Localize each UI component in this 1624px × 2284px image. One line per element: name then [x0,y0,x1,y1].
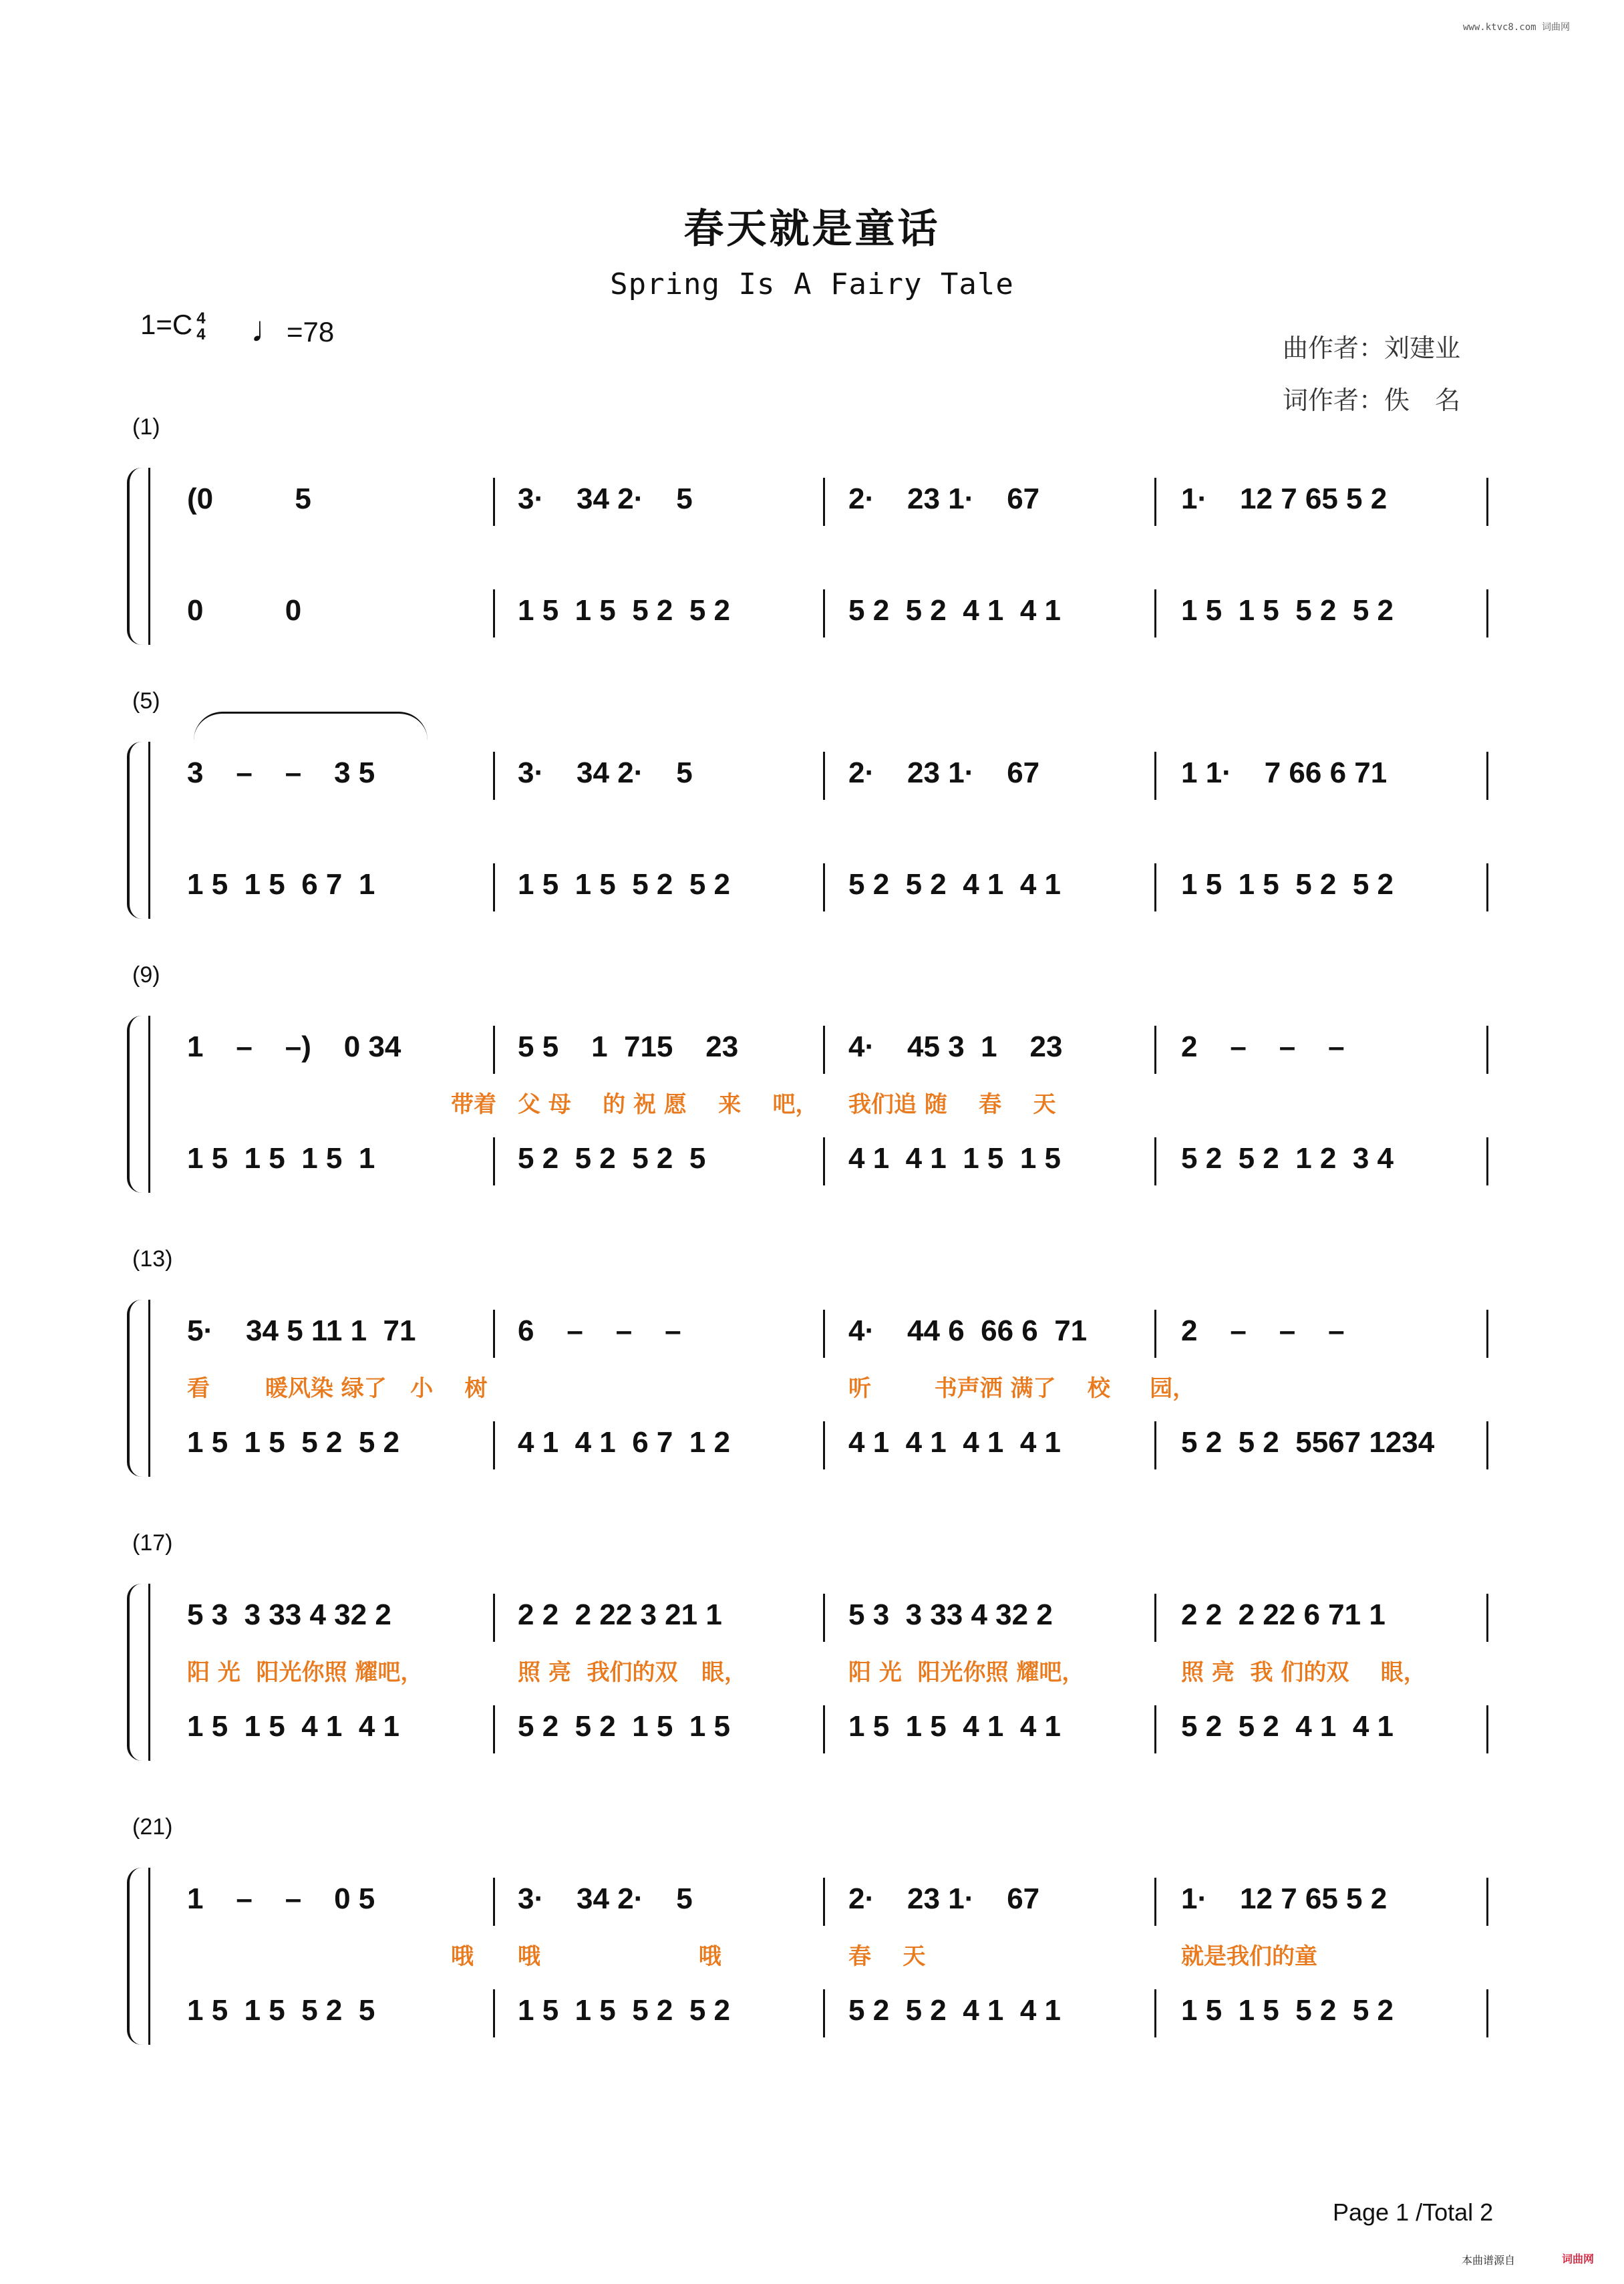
system-barline-left [148,1300,150,1477]
barline [1154,1594,1156,1642]
lyric-line: 看 暖风染 绿了 小 树 [187,1375,488,1402]
barline [1486,1421,1488,1469]
barline [1154,863,1156,911]
melody-measure: 4· 44 6 66 6 71 [848,1314,1088,1347]
barline [493,589,495,637]
bass-measure: 1 5 1 5 5 2 5 2 [187,1426,400,1459]
bass-measure: 5 2 5 2 5567 1234 [1181,1426,1435,1459]
barline [493,1310,495,1358]
barline [493,1594,495,1642]
barline [1486,1705,1488,1753]
slur-arc [194,712,428,740]
melody-measure: 5 3 3 33 4 32 2 [187,1598,391,1631]
bass-measure: 5 2 5 2 5 2 5 [518,1142,706,1175]
barline [493,1989,495,2037]
system-bracket [127,1868,144,2045]
barline [1154,478,1156,526]
melody-measure: 2 – – – [1181,1314,1345,1347]
tempo-value: =78 [287,316,335,347]
barline [823,1989,825,2037]
watermark-source: 本曲谱源自 [1462,2254,1516,2267]
bass-measure: 5 2 5 2 4 1 4 1 [1181,1710,1394,1743]
barline [823,1705,825,1753]
lyric-line: 哦 哦 [518,1943,721,1970]
bass-measure: 1 5 1 5 5 2 5 2 [1181,594,1394,627]
melody-measure: 1 – –) 0 34 [187,1030,401,1063]
barline [1154,752,1156,800]
tempo-mark [251,309,334,350]
barline [823,589,825,637]
bass-measure: 1 5 1 5 5 2 5 2 [518,594,731,627]
composer-credit: 曲作者：刘建业 [1283,333,1461,363]
barline [1486,1137,1488,1185]
melody-measure: 5 3 3 33 4 32 2 [848,1598,1053,1631]
measure-number: (1) [132,414,160,440]
barline [493,1421,495,1469]
system-bracket [127,1300,144,1477]
watermark-logo: 词曲网 [1562,2253,1595,2265]
melody-measure: 3· 34 2· 5 [518,1882,693,1915]
time-signature [196,311,205,343]
melody-measure: 6 – – – [518,1314,681,1347]
barline [493,1705,495,1753]
lyric-line: 春 天 [848,1943,926,1970]
melody-measure: 2 2 2 22 3 21 1 [518,1598,722,1631]
bass-measure: 4 1 4 1 6 7 1 2 [518,1426,731,1459]
system-barline-left [148,1868,150,2045]
barline [823,478,825,526]
lyricist-credit: 词作者：佚 名 [1283,386,1461,415]
barline [1486,1594,1488,1642]
melody-measure: 5· 34 5 11 1 71 [187,1314,416,1347]
bass-measure: 0 0 [187,594,302,627]
lyric-line: 阳 光 阳光你照 耀吧， [187,1659,424,1686]
lyric-line: 就是我们的童 [1181,1943,1317,1970]
measure-number: (5) [132,688,160,714]
melody-measure: 1· 12 7 65 5 2 [1181,482,1388,515]
barline [1486,589,1488,637]
bass-measure: 1 5 1 5 5 2 5 2 [518,1994,731,2027]
barline [823,1594,825,1642]
bass-measure: 4 1 4 1 1 5 1 5 [848,1142,1062,1175]
bass-measure: 1 5 1 5 5 2 5 2 [518,868,731,901]
barline [1486,752,1488,800]
melody-measure: 1· 12 7 65 5 2 [1181,1882,1388,1915]
barline [1154,589,1156,637]
melody-measure: 2· 23 1· 67 [848,756,1040,789]
barline [823,1137,825,1185]
bass-measure: 1 5 1 5 4 1 4 1 [187,1710,400,1743]
key-label: 1=C [140,309,193,340]
barline [1154,1705,1156,1753]
lyric-line: 哦 [451,1943,474,1970]
system-barline-left [148,468,150,645]
lyric-line: 听 书声洒 满了 校 园， [848,1375,1196,1402]
bass-measure: 5 2 5 2 4 1 4 1 [848,868,1062,901]
bass-measure: 1 5 1 5 5 2 5 2 [1181,1994,1394,2027]
barline [823,1310,825,1358]
watermark-site: www.ktvc8.com 词曲网 [1463,22,1571,33]
measure-number: (9) [132,962,160,988]
system-bracket [127,1016,144,1193]
page-subtitle: Spring Is A Fairy Tale [610,267,1014,301]
measure-number: (21) [132,1814,173,1840]
measure-number: (17) [132,1530,173,1556]
barline [493,752,495,800]
melody-measure: 3· 34 2· 5 [518,756,693,789]
barline [823,752,825,800]
melody-measure: 1 1· 7 66 6 71 [1181,756,1388,789]
melody-measure: 5 5 1 715 23 [518,1030,739,1063]
barline [1486,478,1488,526]
bass-measure: 5 2 5 2 1 5 1 5 [518,1710,731,1743]
system-barline-left [148,1584,150,1761]
barline [1154,1878,1156,1926]
system-barline-left [148,742,150,919]
melody-measure: 2· 23 1· 67 [848,1882,1040,1915]
barline [823,1421,825,1469]
melody-measure: 3· 34 2· 5 [518,482,693,515]
barline [823,1878,825,1926]
bass-measure: 5 2 5 2 4 1 4 1 [848,1994,1062,2027]
barline [493,1137,495,1185]
lyric-line: 我们追 随 春 天 [848,1091,1056,1118]
barline [493,478,495,526]
key-signature [140,309,210,343]
barline [493,1026,495,1074]
barline [493,1878,495,1926]
melody-measure: 2 2 2 22 6 71 1 [1181,1598,1386,1631]
measure-number: (13) [132,1246,173,1272]
quarter-note-icon: ♩ [251,309,287,349]
lyric-line: 阳 光 阳光你照 耀吧， [848,1659,1085,1686]
melody-measure: (0 5 [187,482,311,515]
barline [1154,1137,1156,1185]
barline [823,863,825,911]
melody-measure: 1 – – 0 5 [187,1882,375,1915]
barline [823,1026,825,1074]
melody-measure: 2 – – – [1181,1030,1345,1063]
page-footer: Page 1 /Total 2 [1333,2198,1494,2226]
melody-measure: 4· 45 3 1 23 [848,1030,1063,1063]
bass-measure: 1 5 1 5 1 5 1 [187,1142,375,1175]
bass-measure: 5 2 5 2 4 1 4 1 [848,594,1062,627]
barline [1486,1989,1488,2037]
bass-measure: 1 5 1 5 5 2 5 [187,1994,375,2027]
barline [1154,1026,1156,1074]
bass-measure: 4 1 4 1 4 1 4 1 [848,1426,1062,1459]
system-bracket [127,742,144,919]
melody-measure: 3 – – 3 5 [187,756,375,789]
bass-measure: 1 5 1 5 4 1 4 1 [848,1710,1062,1743]
system-bracket [127,468,144,645]
bass-measure: 1 5 1 5 6 7 1 [187,868,375,901]
barline [1486,1026,1488,1074]
bass-measure: 5 2 5 2 1 2 3 4 [1181,1142,1394,1175]
lyric-line: 照 亮 我 们的双 眼， [1181,1659,1426,1686]
barline [1154,1310,1156,1358]
time-numerator: 4 [196,309,206,327]
barline [1486,1878,1488,1926]
barline [1486,1310,1488,1358]
barline [1486,863,1488,911]
lyric-line: 父 母 的 祝 愿 来 吧， [518,1091,818,1118]
melody-measure: 2· 23 1· 67 [848,482,1040,515]
barline [1154,1421,1156,1469]
barline [493,863,495,911]
page-title: 春天就是童话 [683,206,941,253]
time-denominator: 4 [196,325,206,343]
lyric-line: 照 亮 我们的双 眼， [518,1659,748,1686]
system-bracket [127,1584,144,1761]
bass-measure: 1 5 1 5 5 2 5 2 [1181,868,1394,901]
system-barline-left [148,1016,150,1193]
lyric-line: 带着 [451,1091,496,1118]
barline [1154,1989,1156,2037]
